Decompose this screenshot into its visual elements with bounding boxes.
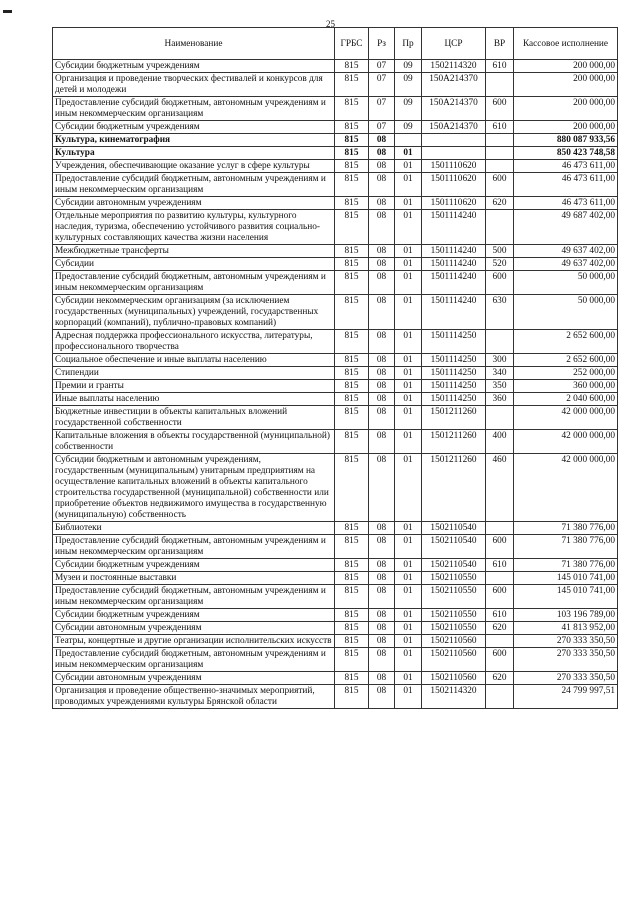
cell-vr: 630 — [486, 295, 514, 330]
cell-grbs: 815 — [335, 406, 369, 430]
cell-vr — [486, 73, 514, 97]
cell-amount: 270 333 350,50 — [514, 648, 618, 672]
cell-name: Отдельные мероприятия по развитию культуры, культурного наследия, туризма, обеспечению устойчивого развития социально-культурных составляющих качества жизни населения — [53, 210, 335, 245]
cell-grbs: 815 — [335, 197, 369, 210]
cell-amount: 145 010 741,00 — [514, 572, 618, 585]
header-grbs: ГРБС — [335, 28, 369, 60]
cell-name: Субсидии бюджетным учреждениям — [53, 60, 335, 73]
cell-csr: 1502110540 — [422, 559, 486, 572]
cell-pr: 01 — [395, 648, 422, 672]
cell-pr: 01 — [395, 367, 422, 380]
cell-grbs: 815 — [335, 685, 369, 709]
cell-pr: 01 — [395, 173, 422, 197]
cell-grbs: 815 — [335, 454, 369, 522]
cell-pr — [395, 134, 422, 147]
cell-rz: 08 — [369, 147, 395, 160]
cell-grbs: 815 — [335, 393, 369, 406]
cell-csr: 1501114250 — [422, 330, 486, 354]
cell-csr: 1501114250 — [422, 354, 486, 367]
cell-csr: 1501114240 — [422, 295, 486, 330]
cell-name: Субсидии бюджетным и автономным учреждениям, государственным (муниципальным) унитарным предприятиям на осуществление капитальных вложений в объекты капитального строительства государственной (муниципальной) собственности или приобретение объектов недвижимого имущества в государственную (муниципальную) собственность — [53, 454, 335, 522]
cell-amount: 46 473 611,00 — [514, 173, 618, 197]
cell-amount: 270 333 350,50 — [514, 635, 618, 648]
cell-rz: 08 — [369, 197, 395, 210]
cell-vr: 520 — [486, 258, 514, 271]
cell-vr: 500 — [486, 245, 514, 258]
cell-csr: 1502114320 — [422, 685, 486, 709]
cell-csr: 1501110620 — [422, 160, 486, 173]
cell-vr: 350 — [486, 380, 514, 393]
table-row — [53, 393, 618, 406]
cell-amount: 24 799 997,51 — [514, 685, 618, 709]
cell-pr: 01 — [395, 585, 422, 609]
cell-rz: 08 — [369, 271, 395, 295]
cell-csr: 1502110540 — [422, 535, 486, 559]
cell-amount: 50 000,00 — [514, 271, 618, 295]
cell-grbs: 815 — [335, 97, 369, 121]
cell-vr: 600 — [486, 585, 514, 609]
cell-rz: 07 — [369, 121, 395, 134]
table-row — [53, 147, 618, 160]
table-row — [53, 380, 618, 393]
cell-name: Субсидии автономным учреждениям — [53, 622, 335, 635]
cell-name: Субсидии некоммерческим организациям (за исключением государственных (муниципальных) учреждений, государственных корпораций (компаний), публично-правовых компаний) — [53, 295, 335, 330]
table-body — [53, 60, 618, 709]
cell-csr: 1501211260 — [422, 430, 486, 454]
table-row — [53, 97, 618, 121]
cell-vr — [486, 635, 514, 648]
cell-csr: 1501114250 — [422, 393, 486, 406]
cell-csr: 1501114250 — [422, 380, 486, 393]
table-row — [53, 572, 618, 585]
cell-rz: 08 — [369, 210, 395, 245]
cell-name: Бюджетные инвестиции в объекты капитальных вложений государственной собственности — [53, 406, 335, 430]
cell-vr: 610 — [486, 60, 514, 73]
cell-vr — [486, 685, 514, 709]
cell-name: Стипендии — [53, 367, 335, 380]
cell-grbs: 815 — [335, 609, 369, 622]
cell-grbs: 815 — [335, 622, 369, 635]
cell-rz: 08 — [369, 522, 395, 535]
cell-amount: 200 000,00 — [514, 60, 618, 73]
cell-vr: 610 — [486, 559, 514, 572]
cell-pr: 01 — [395, 393, 422, 406]
header-pr: Пр — [395, 28, 422, 60]
cell-pr: 01 — [395, 685, 422, 709]
table-row — [53, 535, 618, 559]
cell-name: Предоставление субсидий бюджетным, автономным учреждениям и иным некоммерческим организациям — [53, 585, 335, 609]
table-row — [53, 354, 618, 367]
cell-name: Иные выплаты населению — [53, 393, 335, 406]
cell-csr: 1501114240 — [422, 258, 486, 271]
cell-grbs: 815 — [335, 672, 369, 685]
cell-csr: 1501110620 — [422, 197, 486, 210]
cell-csr: 1501211260 — [422, 406, 486, 430]
cell-vr: 400 — [486, 430, 514, 454]
cell-amount: 49 687 402,00 — [514, 210, 618, 245]
cell-vr: 600 — [486, 271, 514, 295]
cell-grbs: 815 — [335, 635, 369, 648]
cell-amount: 2 652 600,00 — [514, 330, 618, 354]
table-row — [53, 60, 618, 73]
cell-amount: 71 380 776,00 — [514, 522, 618, 535]
cell-pr: 01 — [395, 160, 422, 173]
cell-grbs: 815 — [335, 522, 369, 535]
cell-pr: 01 — [395, 147, 422, 160]
cell-rz: 08 — [369, 406, 395, 430]
cell-name: Предоставление субсидий бюджетным, автономным учреждениям и иным некоммерческим организациям — [53, 271, 335, 295]
cell-name: Социальное обеспечение и иные выплаты населению — [53, 354, 335, 367]
cell-vr: 340 — [486, 367, 514, 380]
table-row — [53, 622, 618, 635]
cell-pr: 09 — [395, 60, 422, 73]
cell-pr: 01 — [395, 522, 422, 535]
cell-name: Библиотеки — [53, 522, 335, 535]
cell-csr: 1502110560 — [422, 672, 486, 685]
cell-grbs: 815 — [335, 535, 369, 559]
cell-vr — [486, 522, 514, 535]
cell-rz: 08 — [369, 160, 395, 173]
table-row — [53, 406, 618, 430]
cell-vr: 600 — [486, 97, 514, 121]
cell-grbs: 815 — [335, 73, 369, 97]
cell-pr: 01 — [395, 572, 422, 585]
cell-rz: 08 — [369, 295, 395, 330]
cell-pr: 01 — [395, 406, 422, 430]
cell-rz: 07 — [369, 97, 395, 121]
cell-grbs: 815 — [335, 271, 369, 295]
cell-name: Предоставление субсидий бюджетным, автономным учреждениям и иным некоммерческим организациям — [53, 97, 335, 121]
cell-amount: 200 000,00 — [514, 97, 618, 121]
cell-grbs: 815 — [335, 648, 369, 672]
cell-amount: 46 473 611,00 — [514, 197, 618, 210]
table-row — [53, 430, 618, 454]
cell-name: Субсидии бюджетным учреждениям — [53, 559, 335, 572]
cell-rz: 08 — [369, 648, 395, 672]
header-amount: Кассовое исполнение — [514, 28, 618, 60]
table-row — [53, 330, 618, 354]
cell-grbs: 815 — [335, 295, 369, 330]
cell-vr: 620 — [486, 622, 514, 635]
cell-name: Музеи и постоянные выставки — [53, 572, 335, 585]
cell-amount: 145 010 741,00 — [514, 585, 618, 609]
cell-pr: 01 — [395, 535, 422, 559]
cell-csr: 1501114240 — [422, 210, 486, 245]
table-row — [53, 559, 618, 572]
cell-vr: 460 — [486, 454, 514, 522]
cell-grbs: 815 — [335, 173, 369, 197]
cell-csr: 1501114240 — [422, 245, 486, 258]
cell-name: Адресная поддержка профессионального искусства, литературы, профессионального творчества — [53, 330, 335, 354]
cell-grbs: 815 — [335, 585, 369, 609]
cell-csr: 150А214370 — [422, 97, 486, 121]
cell-rz: 08 — [369, 258, 395, 271]
cell-rz: 08 — [369, 585, 395, 609]
cell-vr: 610 — [486, 121, 514, 134]
cell-csr: 150А214370 — [422, 73, 486, 97]
table-row — [53, 585, 618, 609]
cell-pr: 01 — [395, 609, 422, 622]
cell-rz: 07 — [369, 60, 395, 73]
cell-csr: 150А214370 — [422, 121, 486, 134]
table-row — [53, 134, 618, 147]
cell-name: Межбюджетные трансферты — [53, 245, 335, 258]
cell-name: Предоставление субсидий бюджетным, автономным учреждениям и иным некоммерческим организациям — [53, 535, 335, 559]
header-vr: ВР — [486, 28, 514, 60]
table-row — [53, 160, 618, 173]
cell-amount: 103 196 789,00 — [514, 609, 618, 622]
cell-pr: 01 — [395, 635, 422, 648]
cell-pr: 01 — [395, 258, 422, 271]
cell-grbs: 815 — [335, 258, 369, 271]
cell-rz: 08 — [369, 559, 395, 572]
cell-grbs: 815 — [335, 330, 369, 354]
cell-grbs: 815 — [335, 245, 369, 258]
cell-pr: 01 — [395, 210, 422, 245]
cell-vr: 360 — [486, 393, 514, 406]
cell-vr — [486, 160, 514, 173]
cell-amount: 46 473 611,00 — [514, 160, 618, 173]
cell-pr: 01 — [395, 271, 422, 295]
table-row — [53, 121, 618, 134]
table-row — [53, 173, 618, 197]
cell-rz: 08 — [369, 367, 395, 380]
cell-grbs: 815 — [335, 147, 369, 160]
cell-amount: 42 000 000,00 — [514, 406, 618, 430]
table-row — [53, 295, 618, 330]
cell-rz: 08 — [369, 672, 395, 685]
cell-vr: 600 — [486, 535, 514, 559]
cell-name: Субсидии — [53, 258, 335, 271]
cell-name: Предоставление субсидий бюджетным, автономным учреждениям и иным некоммерческим организациям — [53, 173, 335, 197]
cell-name: Организация и проведение общественно-значимых мероприятий, проводимых учреждениями культуры Брянской области — [53, 685, 335, 709]
cell-pr: 01 — [395, 559, 422, 572]
cell-pr: 01 — [395, 295, 422, 330]
table-row — [53, 648, 618, 672]
table-row — [53, 73, 618, 97]
cell-name: Субсидии бюджетным учреждениям — [53, 121, 335, 134]
cell-rz: 08 — [369, 572, 395, 585]
table-row — [53, 522, 618, 535]
table-header-row — [53, 28, 618, 60]
cell-pr: 09 — [395, 97, 422, 121]
cell-amount: 2 652 600,00 — [514, 354, 618, 367]
cell-grbs: 815 — [335, 121, 369, 134]
cell-pr: 01 — [395, 380, 422, 393]
cell-grbs: 815 — [335, 354, 369, 367]
table-row — [53, 454, 618, 522]
cell-rz: 08 — [369, 134, 395, 147]
cell-rz: 08 — [369, 454, 395, 522]
cell-vr: 600 — [486, 173, 514, 197]
cell-amount: 49 637 402,00 — [514, 258, 618, 271]
cell-vr — [486, 330, 514, 354]
cell-vr — [486, 210, 514, 245]
cell-pr: 01 — [395, 245, 422, 258]
header-csr: ЦСР — [422, 28, 486, 60]
cell-csr — [422, 134, 486, 147]
cell-rz: 08 — [369, 354, 395, 367]
cell-amount: 42 000 000,00 — [514, 430, 618, 454]
cell-pr: 01 — [395, 330, 422, 354]
cell-csr: 1502114320 — [422, 60, 486, 73]
header-name: Наименование — [53, 28, 335, 60]
cell-pr: 09 — [395, 73, 422, 97]
cell-pr: 01 — [395, 454, 422, 522]
cell-pr: 01 — [395, 354, 422, 367]
cell-name: Предоставление субсидий бюджетным, автономным учреждениям и иным некоммерческим организациям — [53, 648, 335, 672]
cell-rz: 08 — [369, 430, 395, 454]
cell-grbs: 815 — [335, 60, 369, 73]
cell-grbs: 815 — [335, 367, 369, 380]
cell-vr: 600 — [486, 648, 514, 672]
cell-name: Субсидии автономным учреждениям — [53, 672, 335, 685]
cell-pr: 01 — [395, 622, 422, 635]
cell-csr: 1502110550 — [422, 585, 486, 609]
table-row — [53, 258, 618, 271]
table-row — [53, 367, 618, 380]
cell-amount: 41 813 952,00 — [514, 622, 618, 635]
cell-vr — [486, 572, 514, 585]
cell-csr — [422, 147, 486, 160]
cell-amount: 2 040 600,00 — [514, 393, 618, 406]
cell-name: Организация и проведение творческих фестивалей и конкурсов для детей и молодежи — [53, 73, 335, 97]
cell-vr: 300 — [486, 354, 514, 367]
cell-rz: 08 — [369, 609, 395, 622]
table-row — [53, 685, 618, 709]
cell-csr: 1502110550 — [422, 622, 486, 635]
cell-csr: 1501110620 — [422, 173, 486, 197]
cell-rz: 08 — [369, 685, 395, 709]
corner-mark — [3, 10, 12, 13]
cell-grbs: 815 — [335, 380, 369, 393]
cell-pr: 01 — [395, 672, 422, 685]
cell-name: Культура — [53, 147, 335, 160]
table-row — [53, 245, 618, 258]
table-row — [53, 609, 618, 622]
cell-amount: 200 000,00 — [514, 73, 618, 97]
cell-csr: 1501114250 — [422, 367, 486, 380]
cell-name: Премии и гранты — [53, 380, 335, 393]
cell-csr: 1502110560 — [422, 648, 486, 672]
cell-amount: 71 380 776,00 — [514, 559, 618, 572]
cell-rz: 08 — [369, 635, 395, 648]
cell-grbs: 815 — [335, 430, 369, 454]
cell-amount: 880 087 933,56 — [514, 134, 618, 147]
cell-vr: 620 — [486, 197, 514, 210]
table-row — [53, 210, 618, 245]
cell-rz: 08 — [369, 173, 395, 197]
cell-csr: 1501114240 — [422, 271, 486, 295]
table-row — [53, 635, 618, 648]
cell-vr: 610 — [486, 609, 514, 622]
cell-amount: 50 000,00 — [514, 295, 618, 330]
header-rz: Рз — [369, 28, 395, 60]
cell-vr — [486, 406, 514, 430]
cell-csr: 1501211260 — [422, 454, 486, 522]
cell-grbs: 815 — [335, 134, 369, 147]
cell-rz: 08 — [369, 330, 395, 354]
table-row — [53, 672, 618, 685]
table-row — [53, 271, 618, 295]
cell-csr: 1502110540 — [422, 522, 486, 535]
cell-pr: 09 — [395, 121, 422, 134]
cell-csr: 1502110550 — [422, 572, 486, 585]
cell-grbs: 815 — [335, 559, 369, 572]
cell-name: Культура, кинематография — [53, 134, 335, 147]
cell-grbs: 815 — [335, 572, 369, 585]
cell-rz: 08 — [369, 380, 395, 393]
budget-table — [52, 27, 618, 709]
cell-vr: 620 — [486, 672, 514, 685]
cell-amount: 42 000 000,00 — [514, 454, 618, 522]
cell-grbs: 815 — [335, 210, 369, 245]
cell-amount: 270 333 350,50 — [514, 672, 618, 685]
cell-name: Капитальные вложения в объекты государственной (муниципальной) собственности — [53, 430, 335, 454]
cell-rz: 08 — [369, 393, 395, 406]
cell-amount: 360 000,00 — [514, 380, 618, 393]
cell-rz: 08 — [369, 245, 395, 258]
cell-name: Учреждения, обеспечивающие оказание услуг в сфере культуры — [53, 160, 335, 173]
cell-name: Субсидии бюджетным учреждениям — [53, 609, 335, 622]
cell-vr — [486, 134, 514, 147]
table-row — [53, 197, 618, 210]
cell-amount: 850 423 748,58 — [514, 147, 618, 160]
cell-csr: 1502110560 — [422, 635, 486, 648]
cell-vr — [486, 147, 514, 160]
page-number: 25 — [326, 19, 335, 29]
cell-amount: 252 000,00 — [514, 367, 618, 380]
cell-amount: 200 000,00 — [514, 121, 618, 134]
cell-rz: 08 — [369, 622, 395, 635]
cell-rz: 08 — [369, 535, 395, 559]
cell-pr: 01 — [395, 197, 422, 210]
cell-csr: 1502110550 — [422, 609, 486, 622]
cell-name: Субсидии автономным учреждениям — [53, 197, 335, 210]
cell-grbs: 815 — [335, 160, 369, 173]
cell-name: Театры, концертные и другие организации исполнительских искусств — [53, 635, 335, 648]
cell-pr: 01 — [395, 430, 422, 454]
cell-rz: 07 — [369, 73, 395, 97]
cell-amount: 71 380 776,00 — [514, 535, 618, 559]
cell-amount: 49 637 402,00 — [514, 245, 618, 258]
